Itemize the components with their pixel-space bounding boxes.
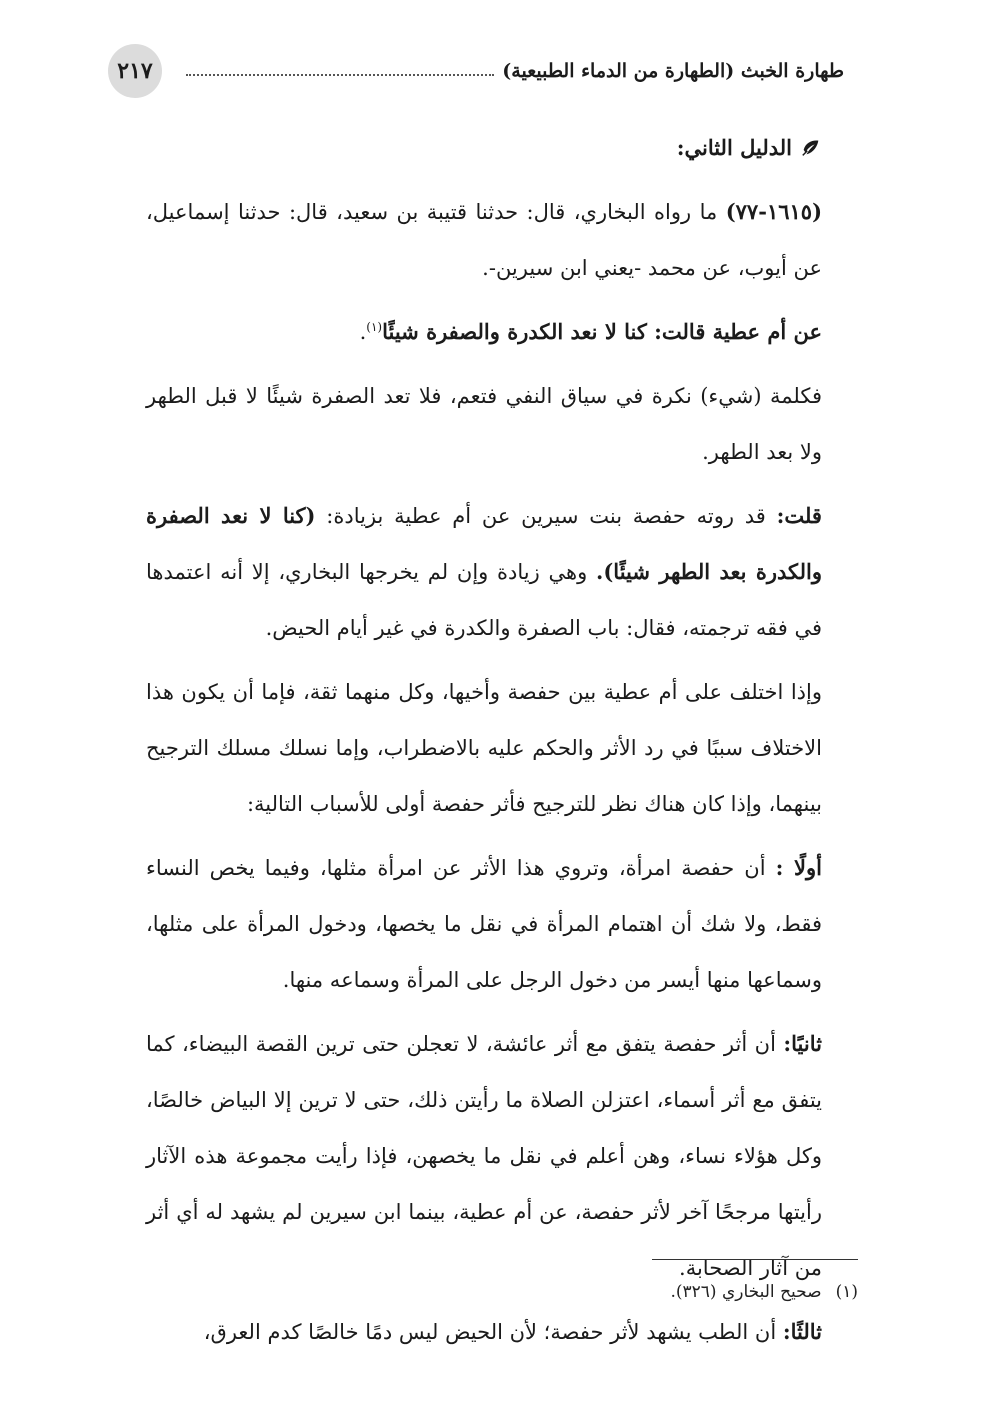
footnote-divider [652, 1259, 858, 1260]
paragraph-hadith-chain [146, 184, 858, 296]
running-header-title: طهارة الخبث (الطهارة من الدماء الطبيعية) [502, 60, 844, 82]
paragraph-disagreement [146, 664, 858, 832]
note-bold-quote: (كنا لا نعد الصفرة والكدرة بعد الطهر شيئًا). [146, 503, 822, 584]
paragraph-note [146, 488, 858, 656]
hadith-text: عن أم عطية قالت: كنا لا نعد الكدرة والصفرة شيئًا [382, 319, 822, 344]
page-number-badge [108, 44, 162, 98]
page-number: ٢١٧ [117, 58, 153, 84]
note-text-1: قد روته حفصة بنت سيرين عن أم عطية بزيادة: [326, 504, 766, 528]
second-reason-text: أن أثر حفصة يتفق مع أثر عائشة، لا تعجلن حتى ترين القصة البيضاء، كما يتفق مع أثر أسماء، اعتزلن الصلاة ما رأيتن ذلك، حتى لا ترين إلا البياض خالصًا، وكل هؤلاء نساء، وهن أعلم في نقل ما يخصهن، فإذا رأيت مجموعة هذه الآثار رأيتها مرجحًا آخر لأثر حفصة، عن أم عطية، بينما ابن سيرين لم يشهد له أي أثر من آثار الصحابة. [146, 1032, 822, 1280]
hadith-reference-number: (١٦١٥-٧٧) [725, 199, 822, 224]
note-text-2: وهي زيادة وإن لم يخرجها البخاري، إلا أنه اعتمدها في فقه ترجمته، فقال: باب الصفرة والكدرة في غير أيام الحيض. [146, 560, 822, 640]
disagreement-text: وإذا اختلف على أم عطية بين حفصة وأخيها، وكل منهما ثقة، فإما أن يكون هذا الاختلاف سببًا في رد الأثر والحكم عليه بالاضطراب، وإما نسلك مسلك الترجيح بينهما، وإذا كان هناك نظر للترجيح فأثر حفصة أولى للأسباب التالية: [146, 680, 822, 816]
main-text [146, 120, 858, 1368]
paragraph-third-reason [146, 1304, 858, 1360]
footnote-reference[interactable]: (١) [366, 320, 383, 334]
hadith-end: . [359, 320, 367, 344]
third-reason-text: أن الطب يشهد لأثر حفصة؛ لأن الحيض ليس دمًا خالصًا كدم العرق، [203, 1320, 777, 1344]
second-reason-label: ثانيًا: [783, 1031, 822, 1056]
paragraph-first-reason [146, 840, 858, 1008]
leaf-bullet-icon [800, 137, 822, 159]
note-label: قلت: [776, 503, 822, 528]
footnote-text: صحيح البخاري (٣٢٦). [670, 1282, 822, 1302]
third-reason-label: ثالثًا: [782, 1319, 822, 1344]
footnote-mark: (١) [835, 1282, 858, 1302]
header-dotted-leader [186, 74, 494, 76]
hadith-chain-text: ما رواه البخاري، قال: حدثنا قتيبة بن سعيد، قال: حدثنا إسماعيل، عن أيوب، عن محمد -يعني ابن سيرين-. [146, 200, 822, 280]
paragraph-hadith-text [146, 304, 858, 360]
first-reason-text: أن حفصة امرأة، وتروي هذا الأثر عن امرأة مثلها، وفيما يخص النساء فقط، ولا شك أن اهتمام المرأة في نقل ما يخصها، ودخول المرأة على مثلها، وسماعها منها أيسر من دخول الرجل على المرأة وسماعه منها. [146, 856, 822, 992]
section-heading-label: الدليل الثاني: [676, 135, 792, 160]
paragraph-explanation [146, 368, 858, 480]
section-heading [146, 120, 858, 176]
explanation-text: فكلمة (شيء) نكرة في سياق النفي فتعم، فلا تعد الصفرة شيئًا لا قبل الطهر ولا بعد الطهر. [146, 384, 822, 464]
first-reason-label: أولًا : [775, 855, 823, 880]
running-header [172, 44, 848, 98]
paragraph-second-reason [146, 1016, 858, 1296]
footnote [146, 1272, 858, 1312]
